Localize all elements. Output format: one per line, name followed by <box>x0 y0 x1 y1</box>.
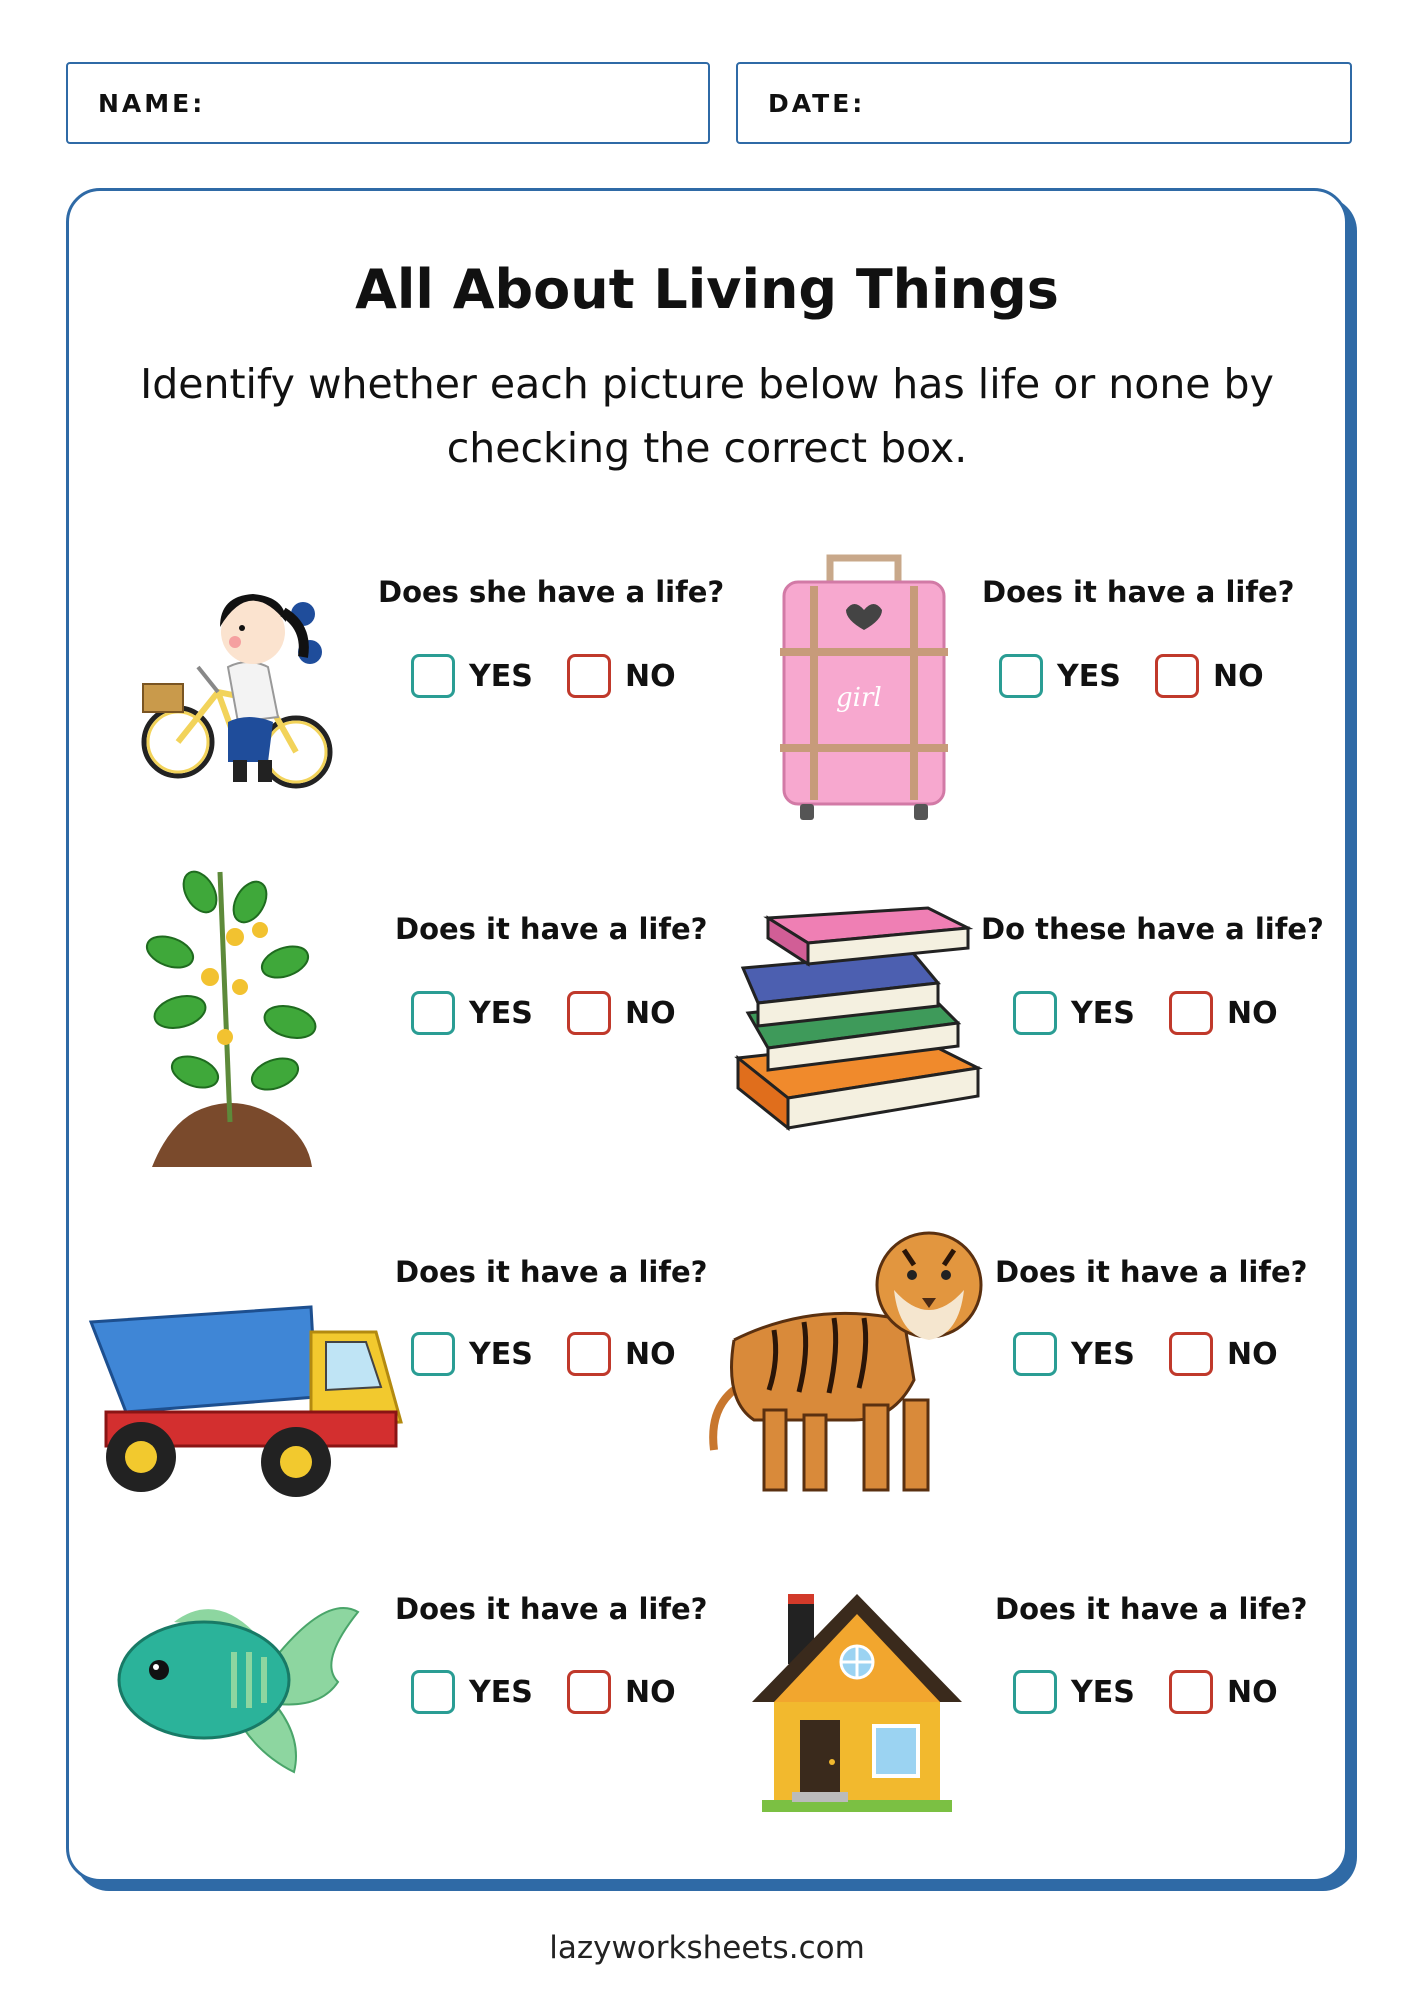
worksheet-title: All About Living Things <box>355 258 1059 321</box>
item-2-yes-option[interactable] <box>999 654 1121 698</box>
item-1-question: Does she have a life? <box>378 575 725 609</box>
item-7-no-option[interactable] <box>567 1670 676 1714</box>
item-1-no-option[interactable] <box>567 654 676 698</box>
item-4-question: Do these have a life? <box>981 912 1324 946</box>
tiger-picture <box>704 1230 984 1506</box>
name-label: NAME: <box>98 88 206 118</box>
item-6-yes-checkbox[interactable] <box>1013 1332 1057 1376</box>
date-label: DATE: <box>768 88 866 118</box>
item-2-yes-label: YES <box>1057 658 1121 694</box>
item-6-no-label: NO <box>1227 1336 1278 1372</box>
svg-text:girl: girl <box>836 683 882 713</box>
item-2-no-option[interactable] <box>1155 654 1264 698</box>
plant-picture <box>140 862 320 1178</box>
item-4-no-option[interactable] <box>1169 991 1278 1035</box>
footer-website: lazyworksheets.com <box>549 1930 865 1966</box>
item-5-no-option[interactable] <box>567 1332 676 1376</box>
item-3-yes-option[interactable] <box>411 991 533 1035</box>
stack-of-books-picture <box>728 898 984 1142</box>
fish-picture <box>114 1592 358 1774</box>
item-7-question: Does it have a life? <box>395 1592 708 1626</box>
item-4-yes-label: YES <box>1071 995 1135 1031</box>
item-1-yes-label: YES <box>469 658 533 694</box>
item-3-question: Does it have a life? <box>395 912 708 946</box>
item-3-yes-label: YES <box>469 995 533 1031</box>
item-4-yes-option[interactable] <box>1013 991 1135 1035</box>
item-3-no-label: NO <box>625 995 676 1031</box>
worksheet-instructions: Identify whether each picture below has life or none by checking the correct box. <box>140 360 1274 472</box>
item-2-question: Does it have a life? <box>982 575 1295 609</box>
item-8-no-option[interactable] <box>1169 1670 1278 1714</box>
name-field[interactable] <box>66 62 710 144</box>
item-1-no-checkbox[interactable] <box>567 654 611 698</box>
item-2-yes-checkbox[interactable] <box>999 654 1043 698</box>
pink-suitcase-picture <box>780 556 948 822</box>
item-7-yes-option[interactable] <box>411 1670 533 1714</box>
item-4-no-label: NO <box>1227 995 1278 1031</box>
item-4-no-checkbox[interactable] <box>1169 991 1213 1035</box>
item-8-question: Does it have a life? <box>995 1592 1308 1626</box>
item-2-no-checkbox[interactable] <box>1155 654 1199 698</box>
item-5-no-checkbox[interactable] <box>567 1332 611 1376</box>
item-5-yes-label: YES <box>469 1336 533 1372</box>
girl-on-bicycle-picture <box>138 572 328 792</box>
item-5-no-label: NO <box>625 1336 676 1372</box>
item-6-question: Does it have a life? <box>995 1255 1308 1289</box>
item-4-yes-checkbox[interactable] <box>1013 991 1057 1035</box>
item-8-no-checkbox[interactable] <box>1169 1670 1213 1714</box>
item-5-yes-checkbox[interactable] <box>411 1332 455 1376</box>
item-7-yes-label: YES <box>469 1674 533 1710</box>
item-6-no-option[interactable] <box>1169 1332 1278 1376</box>
item-7-no-label: NO <box>625 1674 676 1710</box>
item-3-yes-checkbox[interactable] <box>411 991 455 1035</box>
item-6-yes-option[interactable] <box>1013 1332 1135 1376</box>
item-2-no-label: NO <box>1213 658 1264 694</box>
item-7-yes-checkbox[interactable] <box>411 1670 455 1714</box>
item-6-no-checkbox[interactable] <box>1169 1332 1213 1376</box>
item-7-no-checkbox[interactable] <box>567 1670 611 1714</box>
item-1-yes-checkbox[interactable] <box>411 654 455 698</box>
toy-truck-picture <box>86 1302 402 1498</box>
date-field[interactable] <box>736 62 1352 144</box>
item-6-yes-label: YES <box>1071 1336 1135 1372</box>
item-8-yes-checkbox[interactable] <box>1013 1670 1057 1714</box>
item-8-no-label: NO <box>1227 1674 1278 1710</box>
item-5-yes-option[interactable] <box>411 1332 533 1376</box>
item-1-no-label: NO <box>625 658 676 694</box>
item-5-question: Does it have a life? <box>395 1255 708 1289</box>
house-picture <box>752 1592 962 1814</box>
item-3-no-option[interactable] <box>567 991 676 1035</box>
item-8-yes-option[interactable] <box>1013 1670 1135 1714</box>
item-3-no-checkbox[interactable] <box>567 991 611 1035</box>
item-1-yes-option[interactable] <box>411 654 533 698</box>
item-8-yes-label: YES <box>1071 1674 1135 1710</box>
